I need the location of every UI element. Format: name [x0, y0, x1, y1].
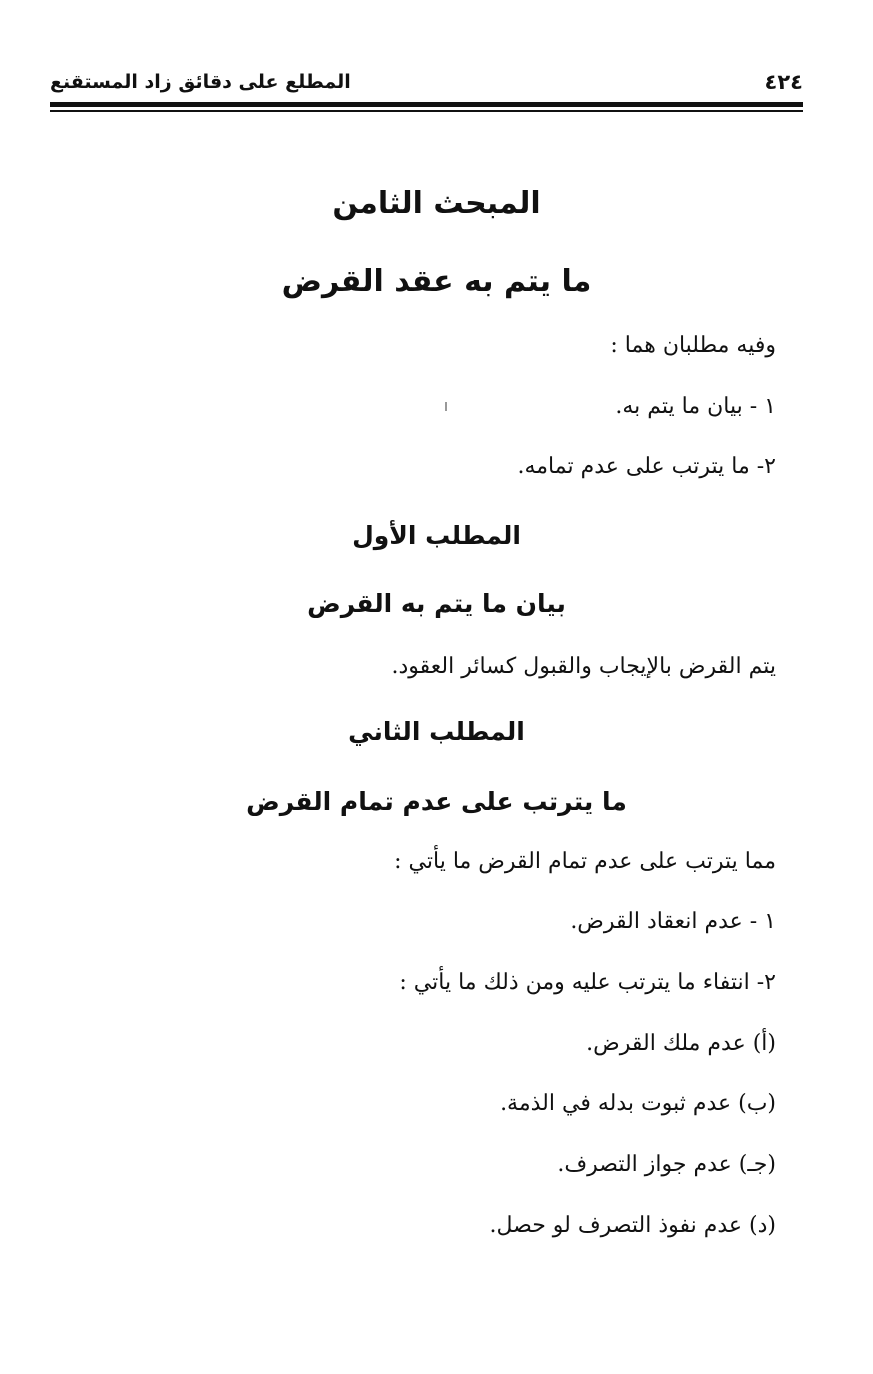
- section-2-list-item: (جـ) عدم جواز التصرف.: [557, 1152, 776, 1177]
- section-2-list-item: (د) عدم نفوذ التصرف لو حصل.: [489, 1213, 776, 1238]
- section-1-title: المطلب الأول: [352, 521, 521, 550]
- header-rule-thin: [50, 110, 803, 112]
- header-rule-thick: [50, 102, 803, 107]
- section-2-subtitle: ما يترتب على عدم تمام القرض: [246, 787, 627, 816]
- section-2-title: المطلب الثاني: [348, 717, 525, 746]
- chapter-list-item: ١ - بيان ما يتم به.: [615, 394, 776, 419]
- section-2-list-item: (ب) عدم ثبوت بدله في الذمة.: [500, 1091, 776, 1116]
- section-2-list-item: ٢- انتفاء ما يترتب عليه ومن ذلك ما يأتي :: [399, 970, 776, 995]
- scan-speck: [445, 402, 447, 411]
- running-header: [50, 68, 803, 104]
- chapter-subtitle: ما يتم به عقد القرض: [281, 264, 592, 299]
- page-number: ٤٢٤: [764, 70, 803, 94]
- chapter-intro: وفيه مطلبان هما :: [610, 333, 776, 358]
- section-2-list-item: ١ - عدم انعقاد القرض.: [570, 909, 776, 934]
- section-1-subtitle: بيان ما يتم به القرض: [307, 589, 566, 618]
- book-title: المطلع على دقائق زاد المستقنع: [50, 71, 351, 93]
- section-2-list-item: (أ) عدم ملك القرض.: [586, 1031, 776, 1056]
- section-2-intro: مما يترتب على عدم تمام القرض ما يأتي :: [394, 849, 776, 874]
- chapter-list-item: ٢- ما يترتب على عدم تمامه.: [517, 454, 776, 479]
- chapter-title: المبحث الثامن: [332, 186, 541, 221]
- section-1-body: يتم القرض بالإيجاب والقبول كسائر العقود.: [391, 654, 776, 679]
